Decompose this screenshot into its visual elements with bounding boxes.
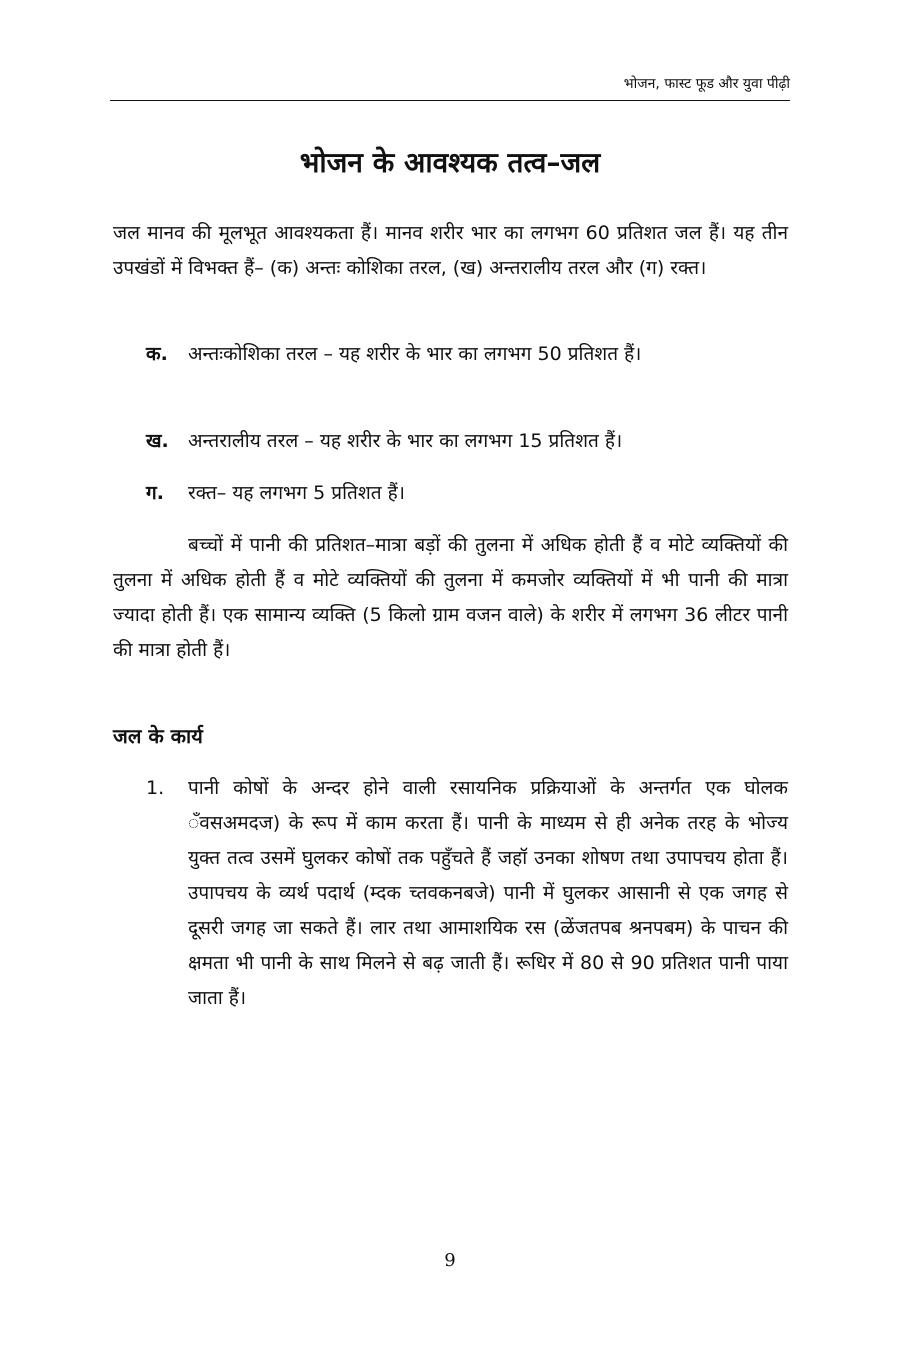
numbered-item-text: पानी कोषों के अन्दर होने वाली रसायनिक प्रक्रियाओं के अन्तर्गत एक घोलक ‍ँवसअमदज) के रूप में काम करता हैं। पानी के माध्यम से ही अनेक तरह के भोज्य युक्त तत्व उसमें घुलकर कोषों तक पहुँचते हैं जहॉ उनका शोषण तथा उपापचय होता हैं। उपापचय के व्यर्थ पदार्थ (म्दक च्तवकनबजे) पानी में घुलकर आसानी से एक जगह से दूसरी जगह जा सकते हैं। लार तथा आमाशयिक रस (ळेंजतपब श्रनपबम) के पाचन की क्षमता भी पानी के साथ मिलने से बढ़ जाती हैं। रूधिर में 80 से 90 प्रतिशत पानी पाया जाता हैं। [188,777,788,1009]
section-heading: जल के कार्य [113,724,203,748]
list-marker: ख. [146,430,169,452]
list-item-ka [146,337,788,372]
list-marker: ग. [146,482,164,504]
page-title: भोजन के आवश्यक तत्व–जल [299,146,601,179]
running-header: भोजन, फास्ट फूड और युवा पीढ़ी [623,76,790,92]
body-paragraph: बच्चों में पानी की प्रतिशत–मात्रा बड़ों की तुलना में अधिक होती हैं व मोटे व्यक्तियों की तुलना में अधिक होती हैं व मोटे व्यक्तियों की तुलना में कमजोर व्यक्तियों में भी पानी की मात्रा ज्यादा होती हैं। एक सामान्य व्यक्ति (5 किलो ग्राम वजन वाले) के शरीर में लगभग 36 लीटर पानी की मात्रा होती हैं। [113,534,788,661]
intro-paragraph: जल मानव की मूलभूत आवश्यकता हैं। मानव शरीर भार का लगभग 60 प्रतिशत जल हैं। यह तीन उपखंडों में विभक्त हैं– (क) अन्तः कोशिका तरल, (ख) अन्तरालीय तरल और (ग) रक्त। [113,222,788,279]
list-item-text: अन्तःकोशिका तरल – यह शरीर के भार का लगभग 50 प्रतिशत हैं। [188,343,642,365]
numbered-item [146,771,788,1016]
list-item-ga [146,476,788,511]
page-number: 9 [444,1250,456,1271]
header-divider [110,100,790,101]
list-item-kha [146,424,788,459]
list-item-text: अन्तरालीय तरल – यह शरीर के भार का लगभग 15 प्रतिशत हैं। [188,430,623,452]
list-item-text: रक्त– यह लगभग 5 प्रतिशत हैं। [188,482,405,504]
list-number: 1. [146,777,165,799]
list-marker: क. [146,343,168,365]
